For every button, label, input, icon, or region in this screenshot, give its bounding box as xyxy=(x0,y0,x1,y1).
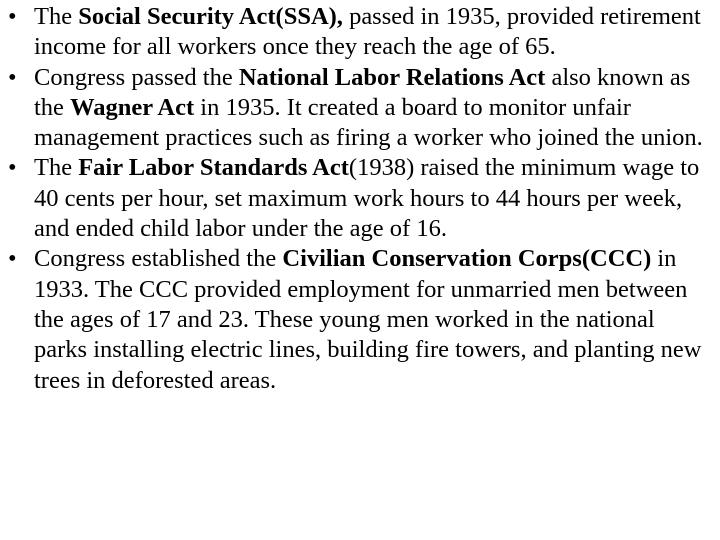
bullet-icon: • xyxy=(8,245,17,273)
text-run: in 1933. The CCC provided employment for unmarried men between the ages of 17 and 23. These young men worked in the national parks installing electric lines, building fire towers, and planting new trees in deforested areas. xyxy=(34,245,702,394)
bold-term: National Labor Relations Act xyxy=(238,63,546,91)
bold-term: Fair Labor Standards Act xyxy=(78,154,349,182)
bold-term: Social Security Act(SSA), xyxy=(78,3,343,30)
text-run: also known as the xyxy=(34,63,691,121)
bullet-item-social-security xyxy=(8,2,710,63)
text-run: The xyxy=(34,154,79,182)
text-run: in 1935. It created a board to monitor unfair management practices such as firing a worker who joined the union. xyxy=(34,93,703,152)
bullet-item-labor-relations xyxy=(8,63,710,154)
bullet-icon: • xyxy=(8,154,17,182)
bullet-item-fair-labor xyxy=(8,153,710,244)
text-run: (1938) raised the minimum wage to 40 cents per hour, set maximum work hours to 44 hours per week, and ended child labor under the age of 16. xyxy=(34,154,700,243)
text-run: Congress passed the xyxy=(34,63,239,91)
bold-term: Wagner Act xyxy=(70,93,195,121)
text-run: The xyxy=(34,3,79,30)
bullet-list xyxy=(8,2,710,396)
bullet-item-ccc xyxy=(8,244,710,395)
bullet-icon: • xyxy=(8,63,17,91)
bold-term: Civilian Conservation Corps(CCC) xyxy=(282,245,652,273)
text-run: Congress established the xyxy=(34,245,283,273)
bullet-icon: • xyxy=(8,3,17,30)
text-run: passed in 1935, provided retirement income for all workers once they reach the age of 65. xyxy=(34,3,701,61)
